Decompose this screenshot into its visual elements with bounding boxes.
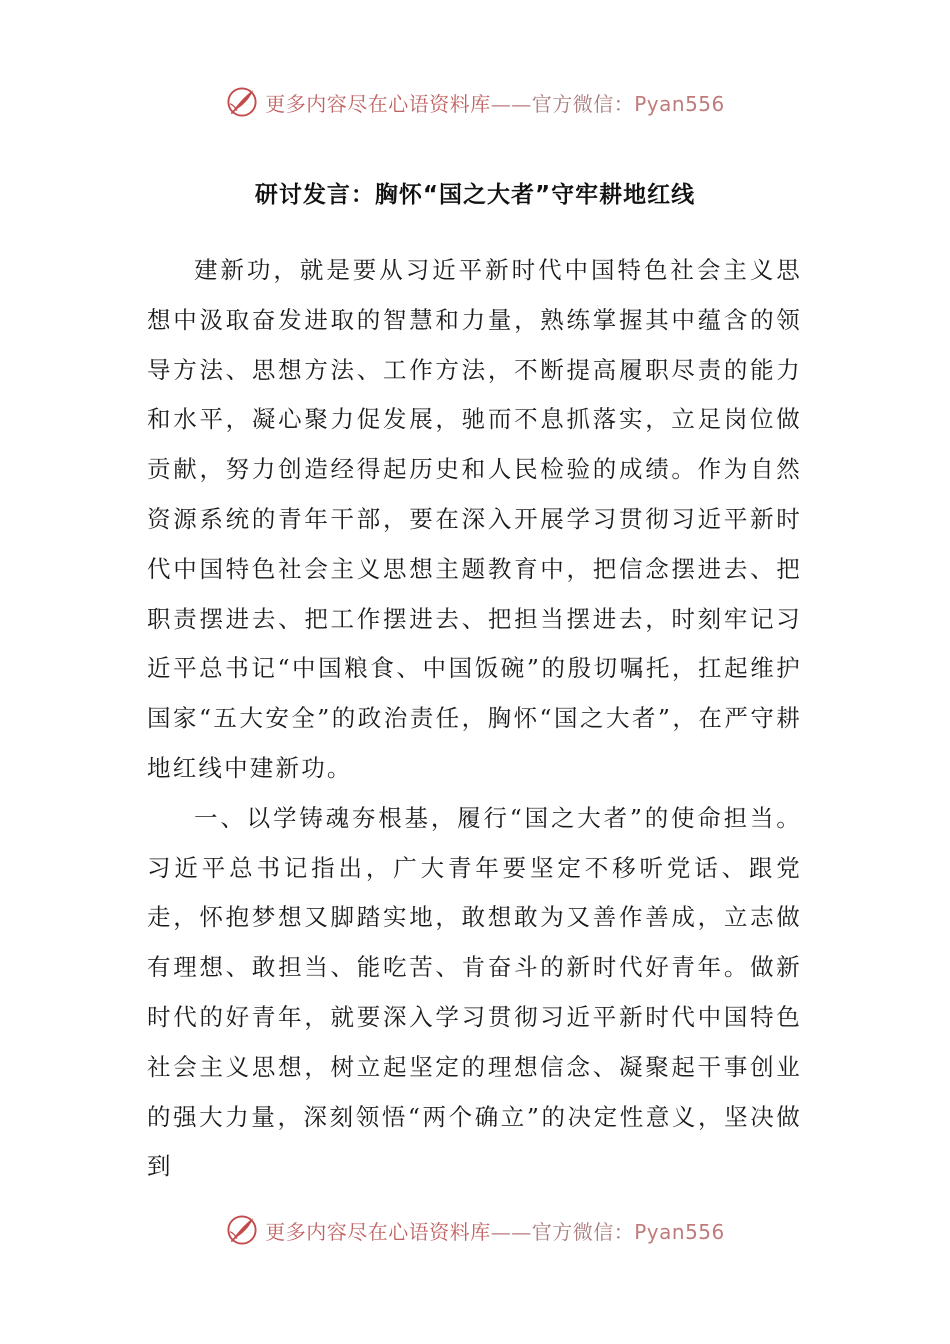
watermark-dash: —— (490, 91, 532, 116)
footer-watermark (0, 1210, 950, 1250)
paragraph: 一、以学铸魂夯根基，履行“国之大者”的使命担当。习近平总书记指出，广大青年要坚定不移听党话、跟党走，怀抱梦想又脚踏实地，敢想敢为又善作善成，立志做有理想、敢担当、能吃苦、肯奋斗的新时代好青年。做新时代的好青年，就要深入学习贯彻习近平新时代中国特色社会主义思想，树立起坚定的理想信念、凝聚起干事创业的强大力量，深刻领悟“两个确立”的决定性意义，坚决做到 (147, 803, 802, 1181)
quill-pen-logo-icon (225, 1213, 259, 1247)
watermark-label: 官方微信： (531, 1219, 635, 1244)
watermark-site: 更多内容尽在心语资料库 (265, 91, 491, 116)
watermark-dash: —— (490, 1219, 532, 1244)
watermark-site: 更多内容尽在心语资料库 (265, 1219, 491, 1244)
watermark-label: 官方微信： (531, 91, 635, 116)
watermark-wechat-id: Pyan556 (634, 1219, 725, 1244)
quill-pen-logo-icon (225, 85, 259, 119)
watermark-wechat-id: Pyan556 (634, 91, 725, 116)
header-watermark (0, 82, 950, 122)
document-title: 研讨发言：胸怀“国之大者”守牢耕地红线 (254, 182, 696, 208)
watermark-text (265, 88, 725, 117)
paragraph: 建新功，就是要从习近平新时代中国特色社会主义思想中汲取奋发进取的智慧和力量，熟练掌握其中蕴含的领导方法、思想方法、工作方法，不断提高履职尽责的能力和水平，凝心聚力促发展，驰而不息抓落实，立足岗位做贡献，努力创造经得起历史和人民检验的成绩。作为自然资源系统的青年干部，要在深入开展学习贯彻习近平新时代中国特色社会主义思想主题教育中，把信念摆进去、把职责摆进去、把工作摆进去、把担当摆进去，时刻牢记习近平总书记“中国粮食、中国饭碗”的殷切嘱托，扛起维护国家“五大安全”的政治责任，胸怀“国之大者”，在严守耕地红线中建新功。 (147, 256, 802, 782)
document-body (147, 246, 802, 1192)
watermark-text (265, 1216, 725, 1245)
